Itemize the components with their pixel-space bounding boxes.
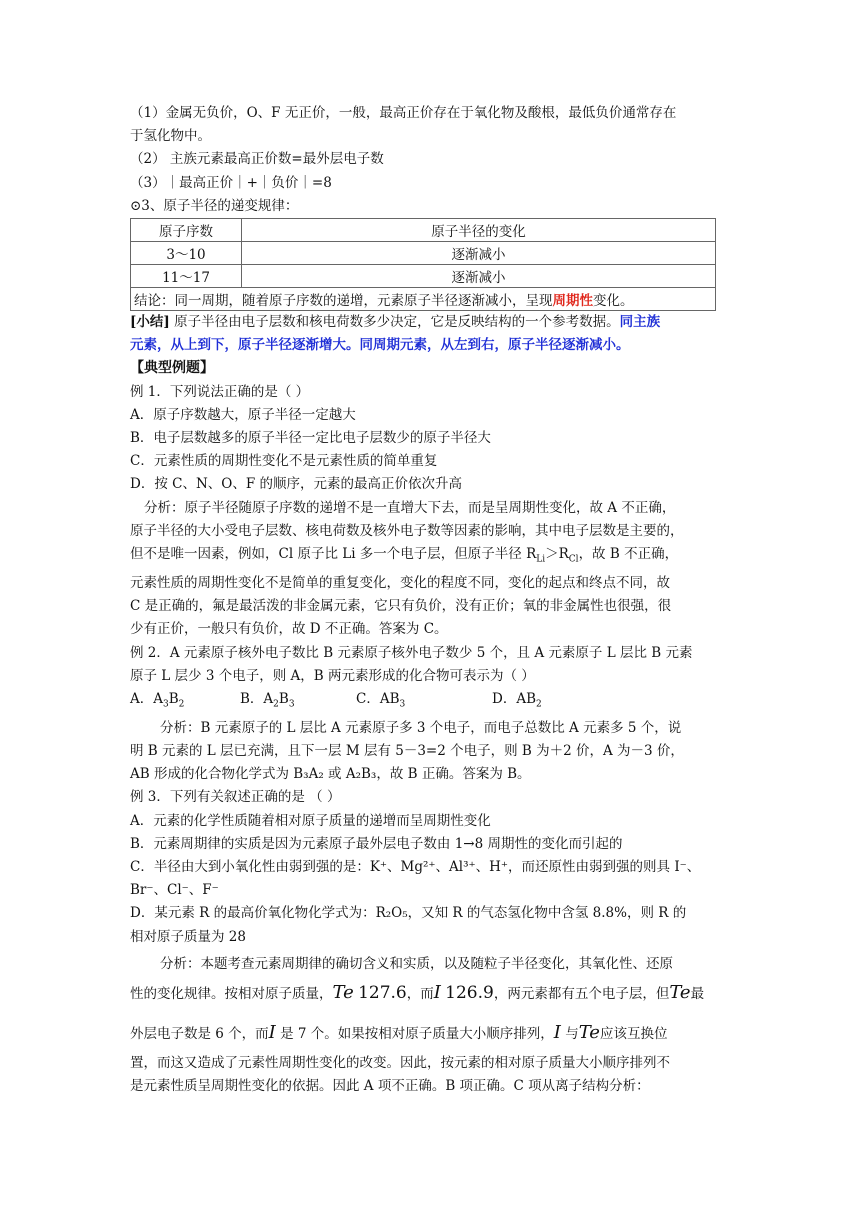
- ex2-analysis-3: AB 形成的化合物化学式为 B₃A₂ 或 A₂B₃，故 B 正确。答案为 B。: [130, 766, 531, 783]
- ex2-option-d: D．$AB_2$: [492, 690, 542, 710]
- ex3-option-c-2: Br⁻、Cl⁻、F⁻: [130, 882, 219, 899]
- table-row: [131, 265, 716, 288]
- examples-heading: 【典型例题】: [130, 360, 214, 377]
- radius-table: [130, 218, 716, 311]
- ex3-an3-end: 应该互换位: [599, 1026, 668, 1043]
- note-2: （2） 主族元素最高正价数=最外层电子数: [130, 151, 384, 168]
- ex1-analysis-6: 少有正价，一般只有负价，故 D 不正确。答案为 C。: [130, 621, 448, 638]
- table-cell: 3～10: [131, 242, 242, 265]
- te-value: 127.6: [358, 983, 407, 1004]
- conclusion-text: 结论：同一周期，随着原子序数的递增，元素原子半径逐渐减小，呈现: [134, 293, 553, 310]
- ex1-analysis-3: [130, 543, 730, 572]
- table-conclusion: [131, 288, 716, 311]
- table-cell: 11～17: [131, 265, 242, 288]
- ex3-an2-mid: ，而: [406, 986, 434, 1003]
- te-symbol: Te: [669, 982, 691, 1004]
- ex3-an3-text: 外层电子数是 6 个，而: [130, 1026, 269, 1043]
- section-3-title: ⊙3、原子半径的递变规律：: [130, 197, 299, 214]
- i-value: 126.9: [445, 983, 494, 1004]
- i-symbol: I: [268, 1022, 276, 1044]
- ex3-analysis-5: 是元素性质呈周期性变化的依据。因此 A 项不正确。B 项正确。C 项从离子结构分析：: [130, 1078, 650, 1095]
- conclusion-end: 变化。: [593, 293, 634, 310]
- ex3-analysis-3: [130, 1015, 730, 1052]
- table-cell: 逐渐减小: [242, 265, 716, 288]
- ex1-question: 例 1．下列说法正确的是（ ）: [130, 383, 310, 400]
- ex1-an3-gt: ＞R: [545, 546, 569, 563]
- sub-li: Li: [536, 554, 546, 565]
- ex2-question-2: 原子 L 层少 3 个电子，则 A，B 两元素形成的化合物可表示为（ ）: [130, 667, 535, 684]
- summary-line-1: [130, 311, 730, 334]
- i-symbol: I: [553, 1022, 561, 1044]
- ex2-analysis-1: 分析：B 元素原子的 L 层比 A 元素原子多 3 个电子，而电子总数比 A 元素多 5 个，说: [160, 719, 682, 736]
- ex2-options: [130, 688, 730, 717]
- table-conclusion-row: [131, 288, 716, 311]
- te-symbol: Te: [578, 1022, 600, 1044]
- table-header-row: [131, 219, 716, 242]
- ex2-option-c: C．$AB_3$: [356, 690, 406, 710]
- ex2-option-a: A．$A_3B_2$: [130, 690, 185, 710]
- table-row: [131, 242, 716, 265]
- ex3-option-d-1: D．某元素 R 的最高价氧化物化学式为：R₂O₅，又知 R 的气态氢化物中含氢 8.8%，则 R 的: [130, 905, 687, 922]
- ex1-option-b: B．电子层数越多的原子半径一定比电子层数少的原子半径大: [130, 430, 491, 447]
- ex2-question-1: 例 2．A 元素原子核外电子数比 B 元素原子核外电子数少 5 个，且 A 元素原子 L 层比 B 元素: [130, 644, 693, 661]
- ex3-question: 例 3．下列有关叙述正确的是 （ ）: [130, 789, 341, 806]
- ex3-analysis-2: [130, 976, 730, 1011]
- ex3-an3-text-2: 是 7 个。如果按相对原子质量大小顺序排列，: [280, 1026, 554, 1043]
- ex3-option-a: A．元素的化学性质随着相对原子质量的递增而呈周期性变化: [130, 812, 491, 829]
- ex3-option-b: B．元素周期律的实质是因为元素原子最外层电子数由 1→8 周期性的变化而引起的: [130, 835, 623, 852]
- summary-blue-1: 同主族: [619, 314, 661, 331]
- ex1-an3-text: 但不是唯一因素，例如，Cl 原子比 Li 多一个电子层，但原子半径 R: [130, 546, 537, 563]
- note-1-cont: 于氢化物中。: [130, 128, 211, 145]
- ex3-analysis-4: 置，而这又造成了元素性周期性变化的改变。因此，按元素的相对原子质量大小顺序排列不: [130, 1055, 670, 1072]
- i-symbol: I: [433, 982, 441, 1004]
- summary-text: 原子半径由电子层数和核电荷数多少决定，它是反映结构的一个参考数据。: [169, 314, 620, 331]
- ex1-analysis-2: 原子半径的大小受电子层数、核电荷数及核外电子数等因素的影响，其中电子层数是主要的，: [130, 522, 684, 539]
- ex3-an2-end: 最: [690, 986, 705, 1003]
- ex1-option-d: D．按 C、N、O、F 的顺序，元素的最高正价依次升高: [130, 476, 462, 493]
- summary-line-2: [130, 334, 730, 357]
- ex1-analysis-1: 分析：原子半径随原子序数的递增不是一直增大下去，而是呈周期性变化，故 A 不正确，: [144, 499, 676, 516]
- note-1: （1）金属无负价，O、F 无正价，一般，最高正价存在于氧化物及酸根，最低负价通常存在: [130, 105, 677, 121]
- ex1-an3-end: ，故 B 不正确，: [578, 546, 679, 563]
- note-3: （3）｜最高正价｜+｜负价｜=8: [130, 174, 332, 191]
- ex3-analysis-1: 分析：本题考查元素周期律的确切含义和实质，以及随粒子半径变化，其氧化性、还原: [160, 955, 673, 972]
- ex1-analysis-5: C 是正确的，氟是最活泼的非金属元素，它只有负价，没有正价；氧的非金属性也很强，很: [130, 598, 672, 615]
- ex3-an2-text-2: ，两元素都有五个电子层，但: [493, 986, 670, 1003]
- ex2-option-b: B．$A_2B_3$: [240, 690, 295, 710]
- conclusion-highlight: 周期性: [552, 293, 593, 310]
- summary-blue-2: 元素，从上到下，原子半径逐渐增大。同周期元素，从左到右，原子半径逐渐减小。: [130, 337, 630, 354]
- table-header-cell: 原子半径的变化: [242, 219, 716, 242]
- ex3-option-d-2: 相对原子质量为 28: [130, 928, 246, 945]
- table-header-cell: 原子序数: [131, 219, 242, 242]
- ex3-option-c-1: C．半径由大到小氧化性由弱到强的是：K⁺、Mg²⁺、Al³⁺、H⁺，而还原性由弱到强的则具 I⁻、: [130, 859, 701, 876]
- ex1-option-a: A．原子序数越大，原子半径一定越大: [130, 406, 356, 423]
- sub-cl: Cl: [568, 554, 579, 565]
- ex1-analysis-4: 元素性质的周期性变化不是简单的重复变化，变化的程度不同，变化的起点和终点不同，故: [130, 574, 670, 591]
- ex3-an2-text: 性的变化规律。按相对原子质量，: [130, 986, 333, 1003]
- ex1-option-c: C．元素性质的周期性变化不是元素性质的简单重复: [130, 453, 438, 470]
- document-page: [130, 102, 730, 1098]
- te-symbol: Te: [332, 982, 354, 1004]
- table-cell: 逐渐减小: [242, 242, 716, 265]
- ex2-analysis-2: 明 B 元素的 L 层已充满，且下一层 M 层有 5－3=2 个电子，则 B 为＋2 价，A 为－3 价，: [130, 743, 684, 760]
- summary-tag: [小结]: [130, 314, 170, 331]
- ex3-an3-and: 与: [565, 1026, 579, 1043]
